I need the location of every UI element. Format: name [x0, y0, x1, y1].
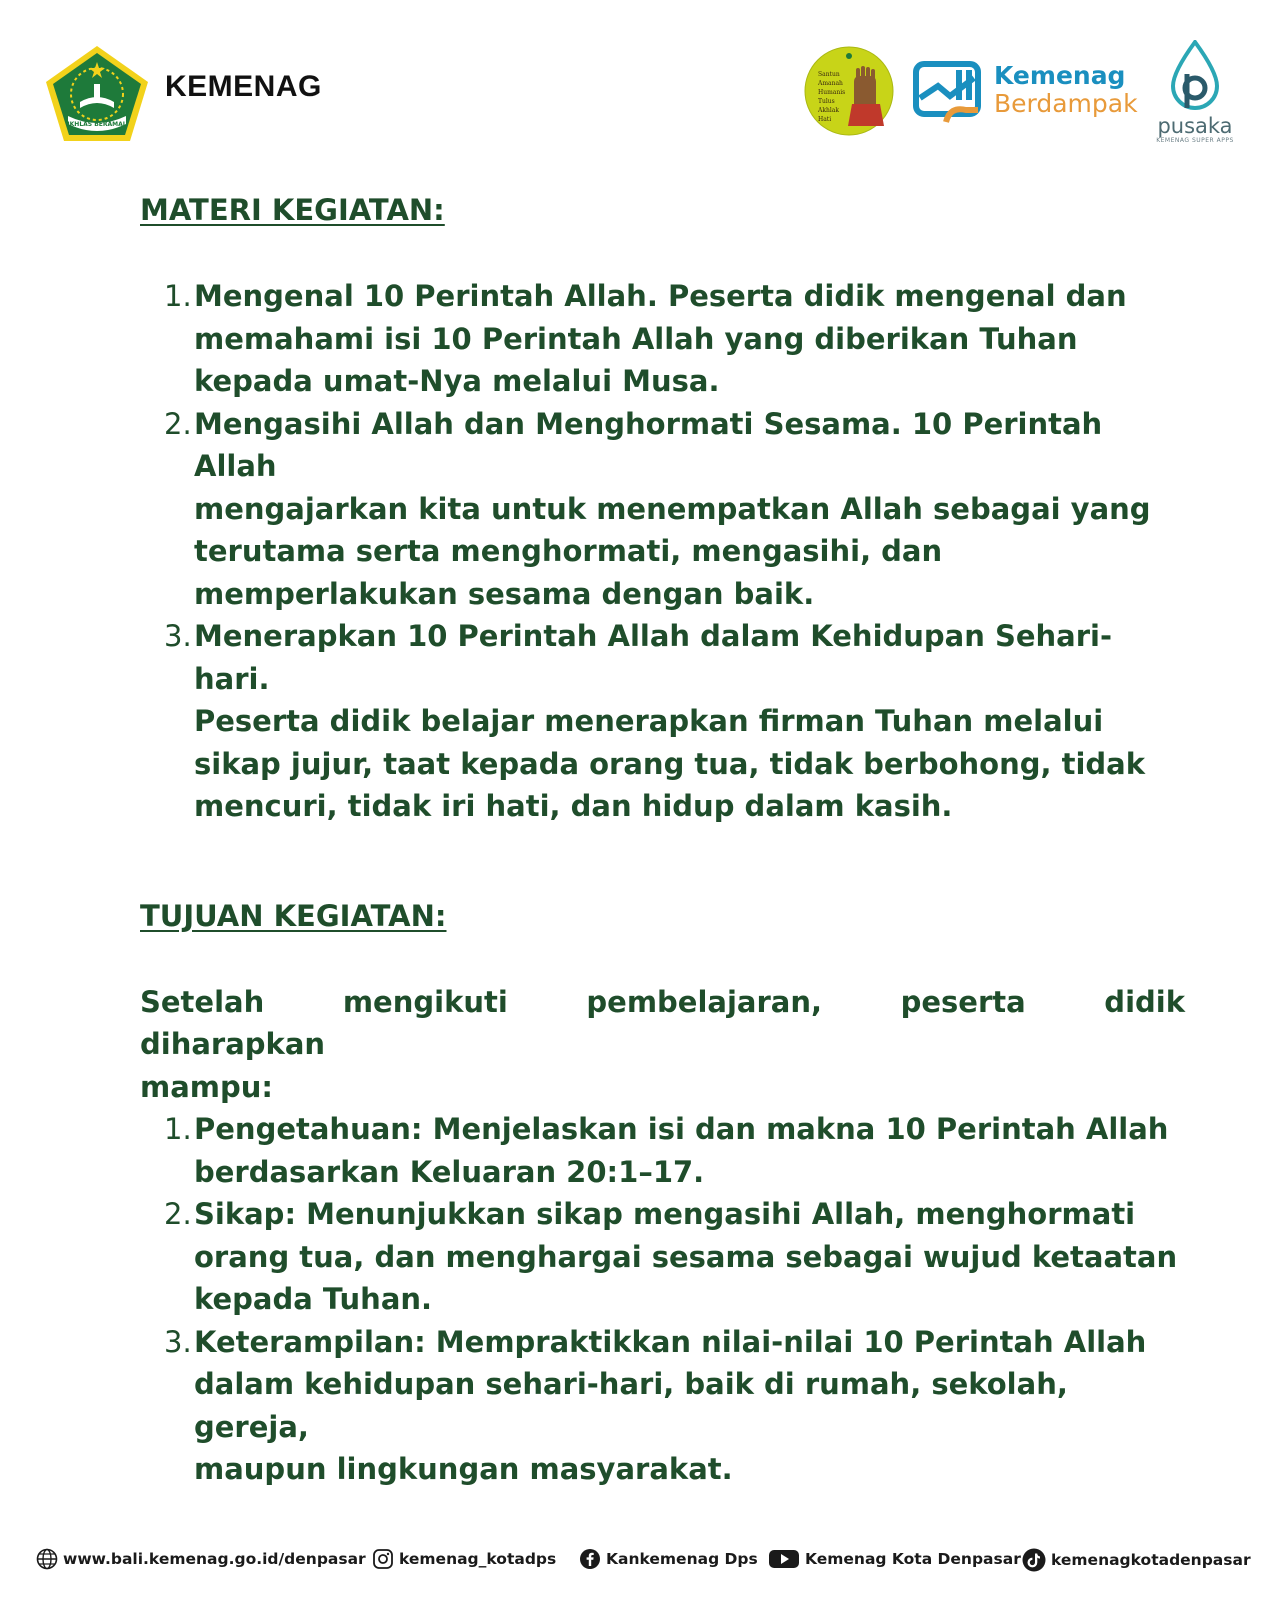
instagram-text: kemenag_kotadps: [399, 1550, 557, 1568]
youtube-text: Kemenag Kota Denpasar: [805, 1550, 1021, 1568]
emblem-motto: IKHLAS BERAMAL: [67, 121, 127, 128]
berdampak-line2: Berdampak: [994, 89, 1138, 118]
facebook-icon: [579, 1548, 601, 1570]
list-line: maupun lingkungan masyarakat.: [194, 1452, 733, 1486]
facebook-text: Kankemenag Dps: [606, 1550, 758, 1568]
list-item: [140, 615, 1185, 828]
satu-letter-5: Akhlak: [818, 107, 839, 114]
list-line: memperlakukan sesama dengan baik.: [194, 576, 815, 611]
list-line: Peserta didik belajar menerapkan firman Tuhan melalui: [194, 704, 1104, 738]
list-number: 2.: [164, 406, 192, 441]
intro-line: mampu:: [140, 1069, 274, 1104]
pusaka-name: pusaka: [1157, 114, 1233, 138]
satu-letter-3: Humanis: [818, 89, 846, 96]
instagram-link[interactable]: [372, 1548, 556, 1570]
tiktok-link[interactable]: [1022, 1548, 1251, 1572]
list-item: [140, 403, 1185, 616]
website-text: www.bali.kemenag.go.id/denpasar: [63, 1550, 366, 1568]
globe-icon: [36, 1548, 58, 1570]
tiktok-text: kemenagkotadenpasar: [1051, 1551, 1251, 1569]
list-number: 1.: [164, 1112, 192, 1146]
main-content: [140, 190, 1185, 1491]
pusaka-logo: [1150, 40, 1240, 145]
list-item: [140, 1108, 1185, 1193]
list-line: Mengenal 10 Perintah Allah. Peserta didik mengenal dan: [194, 279, 1127, 313]
berdampak-mark-icon: [912, 56, 984, 128]
satu-letter-4: Tulus: [818, 98, 835, 105]
santun-amanah-logo: [804, 46, 894, 136]
header: [0, 0, 1280, 160]
youtube-icon: [768, 1548, 800, 1570]
brand-name: KEMENAG: [165, 70, 322, 103]
list-line: kepada umat-Nya melalui Musa.: [194, 364, 720, 398]
materi-title: MATERI KEGIATAN:: [140, 193, 445, 227]
satu-letter-2: Amanah: [818, 80, 843, 87]
list-line: Mengasihi Allah dan Menghormati Sesama. 10 Perintah Allah: [194, 406, 1103, 483]
pusaka-tagline: KEMENAG SUPER APPS: [1156, 137, 1234, 144]
kemenag-emblem-logo: [42, 44, 152, 144]
list-line: memahami isi 10 Perintah Allah yang diberikan Tuhan: [194, 321, 1078, 356]
list-number: 1.: [164, 279, 192, 313]
list-line: terutama serta menghormati, mengasihi, dan: [194, 534, 943, 568]
list-number: 3.: [164, 1324, 192, 1359]
list-line: Pengetahuan: Menjelaskan isi dan makna 10 Perintah Allah: [194, 1112, 1169, 1146]
footer-social-bar: [0, 1540, 1280, 1580]
list-item: [140, 1321, 1185, 1491]
kemenag-berdampak-logo: [912, 56, 1147, 128]
tujuan-list: [140, 1108, 1185, 1491]
instagram-icon: [372, 1548, 394, 1570]
satu-letter-6: Hati: [818, 116, 832, 123]
satu-letter-1: Santun: [818, 71, 840, 78]
intro-line: Setelah mengikuti pembelajaran, peserta didik diharapkan: [140, 984, 1185, 1061]
pusaka-drop-icon: [1165, 40, 1225, 114]
list-line: mencuri, tidak iri hati, dan hidup dalam kasih.: [194, 789, 953, 823]
website-link[interactable]: [36, 1548, 366, 1570]
list-line: Sikap: Menunjukkan sikap mengasihi Allah, menghormati: [194, 1197, 1136, 1231]
list-line: orang tua, dan menghargai sesama sebagai wujud ketaatan: [194, 1239, 1178, 1274]
berdampak-line1: Kemenag: [994, 61, 1126, 90]
youtube-link[interactable]: [768, 1548, 1021, 1570]
list-line: Menerapkan 10 Perintah Allah dalam Kehidupan Sehari-hari.: [194, 619, 1113, 696]
materi-list: [140, 275, 1185, 828]
list-number: 2.: [164, 1197, 192, 1231]
list-item: [140, 1193, 1185, 1321]
list-line: berdasarkan Keluaran 20:1–17.: [194, 1154, 705, 1189]
list-number: 3.: [164, 619, 192, 653]
tujuan-intro: [140, 981, 1185, 1109]
list-line: dalam kehidupan sehari-hari, baik di rumah, sekolah, gereja,: [194, 1367, 1068, 1444]
list-line: mengajarkan kita untuk menempatkan Allah sebagai yang: [194, 491, 1151, 526]
tiktok-icon: [1022, 1548, 1046, 1572]
list-item: [140, 275, 1185, 403]
tujuan-title: TUJUAN KEGIATAN:: [140, 898, 447, 933]
list-line: sikap jujur, taat kepada orang tua, tidak berbohong, tidak: [194, 746, 1146, 781]
list-line: kepada Tuhan.: [194, 1282, 433, 1316]
facebook-link[interactable]: [579, 1548, 758, 1570]
list-line: Keterampilan: Mempraktikkan nilai-nilai 10 Perintah Allah: [194, 1324, 1147, 1359]
